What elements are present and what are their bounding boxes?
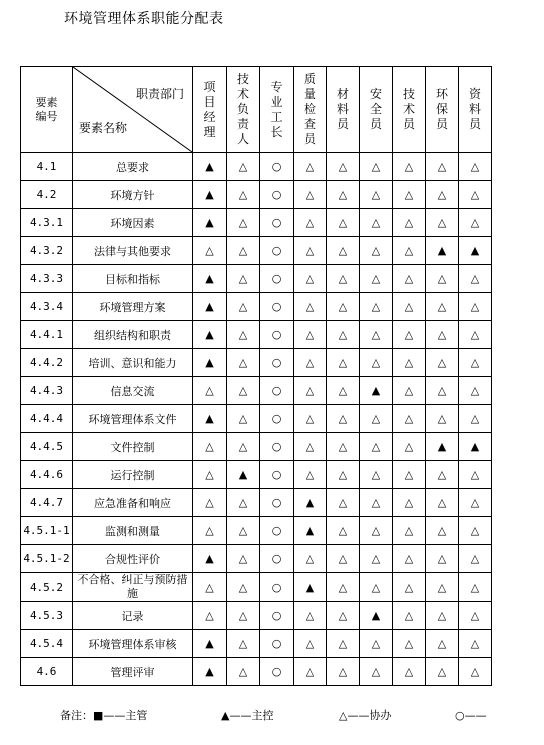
role-mark: △ <box>294 630 327 658</box>
element-name: 环境管理方案 <box>73 293 193 321</box>
element-name: 管理评审 <box>73 658 193 686</box>
header-role-0 <box>193 67 227 153</box>
role-mark: △ <box>294 377 327 405</box>
element-name: 记录 <box>73 602 193 630</box>
role-mark: △ <box>426 181 459 209</box>
role-mark: △ <box>393 237 426 265</box>
role-mark: △ <box>360 461 393 489</box>
header-role-4 <box>327 67 360 153</box>
role-mark: ▲ <box>360 602 393 630</box>
table-row <box>21 658 492 686</box>
role-mark: △ <box>459 658 492 686</box>
role-mark: △ <box>327 265 360 293</box>
role-mark: ▲ <box>294 517 327 545</box>
role-mark: ▲ <box>193 321 227 349</box>
role-mark: △ <box>294 602 327 630</box>
role-mark: △ <box>393 489 426 517</box>
role-mark: △ <box>193 573 227 602</box>
role-mark: △ <box>327 573 360 602</box>
role-mark: ▲ <box>227 461 260 489</box>
table-row <box>21 209 492 237</box>
role-mark: △ <box>193 489 227 517</box>
header-role-7 <box>426 67 459 153</box>
role-mark: △ <box>426 630 459 658</box>
role-mark: △ <box>393 293 426 321</box>
element-name: 环境因素 <box>73 209 193 237</box>
role-mark: △ <box>360 658 393 686</box>
role-mark: △ <box>393 433 426 461</box>
role-mark: △ <box>459 181 492 209</box>
role-mark: △ <box>459 265 492 293</box>
header-code <box>21 67 73 153</box>
role-mark: △ <box>227 602 260 630</box>
role-mark: ○ <box>260 181 294 209</box>
role-mark: △ <box>227 405 260 433</box>
role-mark: △ <box>227 265 260 293</box>
role-mark: ▲ <box>459 433 492 461</box>
element-code: 4.5.1-2 <box>21 545 73 573</box>
role-mark: △ <box>360 349 393 377</box>
role-mark: ▲ <box>193 293 227 321</box>
element-name: 文件控制 <box>73 433 193 461</box>
header-role-label: 专业工长 <box>270 79 283 139</box>
element-code: 4.4.4 <box>21 405 73 433</box>
role-mark: ○ <box>260 658 294 686</box>
header-code-text: 要素 编号 <box>35 95 58 123</box>
role-mark: △ <box>393 265 426 293</box>
role-mark: △ <box>327 658 360 686</box>
role-mark: △ <box>459 489 492 517</box>
role-mark: △ <box>294 181 327 209</box>
table-row <box>21 545 492 573</box>
role-mark: ○ <box>260 237 294 265</box>
role-mark: △ <box>393 377 426 405</box>
role-mark: ○ <box>260 265 294 293</box>
element-name: 总要求 <box>73 153 193 181</box>
table-row <box>21 321 492 349</box>
role-mark: ○ <box>260 461 294 489</box>
role-mark: △ <box>294 545 327 573</box>
element-code: 4.5.2 <box>21 573 73 602</box>
role-mark: ○ <box>260 630 294 658</box>
role-mark: ▲ <box>193 405 227 433</box>
role-mark: △ <box>193 237 227 265</box>
role-mark: △ <box>459 461 492 489</box>
role-mark: △ <box>227 321 260 349</box>
table-row <box>21 349 492 377</box>
role-mark: △ <box>459 209 492 237</box>
header-role-1 <box>227 67 260 153</box>
role-mark: △ <box>327 181 360 209</box>
role-mark: △ <box>294 433 327 461</box>
role-mark: △ <box>360 237 393 265</box>
role-mark: ▲ <box>294 573 327 602</box>
role-mark: △ <box>393 658 426 686</box>
role-mark: △ <box>459 377 492 405</box>
role-mark: ○ <box>260 433 294 461</box>
role-mark: ▲ <box>193 153 227 181</box>
role-mark: △ <box>426 573 459 602</box>
diagonal-line <box>73 67 192 152</box>
role-mark: ▲ <box>426 237 459 265</box>
element-code: 4.5.3 <box>21 602 73 630</box>
table-row <box>21 517 492 545</box>
role-mark: △ <box>393 321 426 349</box>
element-code: 4.2 <box>21 181 73 209</box>
legend-note <box>60 707 530 723</box>
role-mark: ○ <box>260 489 294 517</box>
role-mark: △ <box>360 181 393 209</box>
element-code: 4.5.4 <box>21 630 73 658</box>
table-row <box>21 461 492 489</box>
element-name: 培训、意识和能力 <box>73 349 193 377</box>
legend-item-control: ▲——主控 <box>221 709 274 722</box>
role-mark: △ <box>360 405 393 433</box>
role-mark: ○ <box>260 349 294 377</box>
role-mark: △ <box>227 349 260 377</box>
role-mark: △ <box>227 209 260 237</box>
element-code: 4.3.4 <box>21 293 73 321</box>
table-row <box>21 573 492 602</box>
header-role-label: 技术员 <box>403 87 416 131</box>
role-mark: △ <box>360 545 393 573</box>
role-mark: ▲ <box>426 433 459 461</box>
table-row <box>21 293 492 321</box>
element-name: 法律与其他要求 <box>73 237 193 265</box>
role-mark: △ <box>360 489 393 517</box>
element-code: 4.4.3 <box>21 377 73 405</box>
table-row <box>21 377 492 405</box>
role-mark: △ <box>459 517 492 545</box>
table-row <box>21 489 492 517</box>
role-mark: △ <box>227 489 260 517</box>
role-mark: ○ <box>260 209 294 237</box>
role-mark: △ <box>426 321 459 349</box>
role-mark: △ <box>227 237 260 265</box>
header-role-3 <box>294 67 327 153</box>
role-mark: △ <box>193 377 227 405</box>
legend-item-assist: △——协办 <box>339 709 392 722</box>
role-mark: △ <box>393 181 426 209</box>
role-mark: ▲ <box>360 377 393 405</box>
role-mark: △ <box>393 349 426 377</box>
role-mark: △ <box>294 349 327 377</box>
role-mark: △ <box>360 265 393 293</box>
header-role-label: 质量检查员 <box>304 72 317 146</box>
table-row <box>21 405 492 433</box>
role-mark: △ <box>426 517 459 545</box>
role-mark: △ <box>193 517 227 545</box>
role-mark: △ <box>327 405 360 433</box>
element-code: 4.4.5 <box>21 433 73 461</box>
role-mark: ○ <box>260 405 294 433</box>
table-row <box>21 630 492 658</box>
header-role-8 <box>459 67 492 153</box>
role-mark: △ <box>459 405 492 433</box>
element-name: 环境管理体系文件 <box>73 405 193 433</box>
role-mark: △ <box>227 630 260 658</box>
legend-item-main: ■——主管 <box>93 709 148 722</box>
role-mark: ○ <box>260 293 294 321</box>
role-mark: △ <box>393 153 426 181</box>
element-code: 4.3.1 <box>21 209 73 237</box>
role-mark: ▲ <box>193 630 227 658</box>
role-mark: △ <box>459 630 492 658</box>
role-mark: △ <box>426 545 459 573</box>
role-mark: △ <box>327 377 360 405</box>
role-mark: △ <box>426 209 459 237</box>
element-code: 4.1 <box>21 153 73 181</box>
role-mark: △ <box>327 433 360 461</box>
role-mark: △ <box>360 321 393 349</box>
element-code: 4.6 <box>21 658 73 686</box>
role-mark: △ <box>294 293 327 321</box>
role-mark: △ <box>426 602 459 630</box>
role-mark: △ <box>227 153 260 181</box>
element-code: 4.4.6 <box>21 461 73 489</box>
role-mark: △ <box>426 293 459 321</box>
header-role-2 <box>260 67 294 153</box>
role-mark: △ <box>193 433 227 461</box>
role-mark: △ <box>459 573 492 602</box>
role-mark: △ <box>360 573 393 602</box>
role-mark: ○ <box>260 545 294 573</box>
role-mark: △ <box>459 349 492 377</box>
header-role-label: 安全员 <box>370 87 383 131</box>
role-mark: △ <box>227 517 260 545</box>
role-mark: △ <box>193 602 227 630</box>
header-role-label: 项目经理 <box>203 79 216 139</box>
element-name: 运行控制 <box>73 461 193 489</box>
role-mark: △ <box>426 153 459 181</box>
role-mark: ▲ <box>294 489 327 517</box>
role-mark: △ <box>327 153 360 181</box>
role-mark: △ <box>393 517 426 545</box>
role-mark: △ <box>327 545 360 573</box>
role-mark: ▲ <box>193 209 227 237</box>
element-code: 4.5.1-1 <box>21 517 73 545</box>
legend-prefix: 备注： <box>60 709 93 722</box>
page-title: 环境管理体系职能分配表 <box>64 11 224 27</box>
role-mark: △ <box>327 461 360 489</box>
role-mark: ▲ <box>193 181 227 209</box>
role-mark: △ <box>193 461 227 489</box>
role-mark: △ <box>294 265 327 293</box>
header-diagonal <box>73 67 193 153</box>
role-mark: △ <box>360 209 393 237</box>
role-mark: △ <box>294 405 327 433</box>
element-name: 合规性评价 <box>73 545 193 573</box>
role-mark: △ <box>294 153 327 181</box>
role-mark: ○ <box>260 377 294 405</box>
role-mark: △ <box>360 517 393 545</box>
role-mark: △ <box>360 293 393 321</box>
role-mark: △ <box>294 209 327 237</box>
header-role-label: 材料员 <box>337 87 350 131</box>
role-mark: △ <box>426 489 459 517</box>
element-name: 不合格、纠正与预防措施 <box>73 573 193 602</box>
element-name: 组织结构和职责 <box>73 321 193 349</box>
role-mark: △ <box>426 405 459 433</box>
element-code: 4.3.2 <box>21 237 73 265</box>
role-mark: △ <box>227 573 260 602</box>
role-mark: △ <box>426 349 459 377</box>
element-name: 监测和测量 <box>73 517 193 545</box>
element-name: 信息交流 <box>73 377 193 405</box>
role-mark: △ <box>459 545 492 573</box>
role-mark: △ <box>227 658 260 686</box>
role-mark: △ <box>426 265 459 293</box>
role-mark: △ <box>294 237 327 265</box>
role-mark: △ <box>227 293 260 321</box>
role-mark: △ <box>360 433 393 461</box>
role-mark: △ <box>327 321 360 349</box>
table-row <box>21 237 492 265</box>
role-mark: △ <box>426 658 459 686</box>
element-code: 4.3.3 <box>21 265 73 293</box>
role-mark: ▲ <box>193 658 227 686</box>
header-role-5 <box>360 67 393 153</box>
element-code: 4.4.2 <box>21 349 73 377</box>
table-body <box>21 153 492 686</box>
role-mark: △ <box>327 602 360 630</box>
role-mark: △ <box>327 209 360 237</box>
role-mark: △ <box>294 461 327 489</box>
role-mark: ○ <box>260 321 294 349</box>
role-mark: △ <box>459 321 492 349</box>
role-mark: △ <box>327 349 360 377</box>
role-mark: △ <box>393 630 426 658</box>
role-mark: △ <box>327 517 360 545</box>
role-mark: △ <box>459 153 492 181</box>
element-name: 应急准备和响应 <box>73 489 193 517</box>
element-code: 4.4.7 <box>21 489 73 517</box>
role-mark: ▲ <box>193 265 227 293</box>
role-mark: ○ <box>260 602 294 630</box>
role-mark: △ <box>459 293 492 321</box>
role-mark: △ <box>393 573 426 602</box>
header-role-6 <box>393 67 426 153</box>
role-mark: ▲ <box>459 237 492 265</box>
role-mark: △ <box>327 630 360 658</box>
table-row <box>21 602 492 630</box>
element-code: 4.4.1 <box>21 321 73 349</box>
table-row <box>21 181 492 209</box>
role-mark: △ <box>393 602 426 630</box>
role-mark: △ <box>327 237 360 265</box>
table-row <box>21 433 492 461</box>
role-mark: △ <box>327 293 360 321</box>
role-mark: △ <box>459 602 492 630</box>
role-mark: △ <box>426 461 459 489</box>
role-mark: ○ <box>260 153 294 181</box>
role-mark: △ <box>393 461 426 489</box>
role-mark: ○ <box>260 517 294 545</box>
role-mark: ○ <box>260 573 294 602</box>
element-name: 目标和指标 <box>73 265 193 293</box>
role-mark: △ <box>227 545 260 573</box>
role-mark: △ <box>227 181 260 209</box>
function-allocation-table <box>20 66 492 686</box>
role-mark: △ <box>294 321 327 349</box>
role-mark: △ <box>393 545 426 573</box>
role-mark: △ <box>227 433 260 461</box>
role-mark: △ <box>393 209 426 237</box>
role-mark: ▲ <box>193 545 227 573</box>
role-mark: △ <box>426 377 459 405</box>
header-role-label: 技术负责人 <box>237 72 250 146</box>
role-mark: △ <box>360 630 393 658</box>
header-name-label: 要素名称 <box>79 121 128 135</box>
table-row <box>21 265 492 293</box>
role-mark: △ <box>227 377 260 405</box>
role-mark: △ <box>360 153 393 181</box>
legend-item-circle: ○—— <box>455 709 487 722</box>
header-role-label: 资料员 <box>469 87 482 131</box>
header-dept-label: 职责部门 <box>135 87 184 101</box>
header-role-label: 环保员 <box>436 87 449 131</box>
role-mark: △ <box>393 405 426 433</box>
role-mark: ▲ <box>193 349 227 377</box>
element-name: 环境方针 <box>73 181 193 209</box>
role-mark: △ <box>327 489 360 517</box>
role-mark: △ <box>294 658 327 686</box>
element-name: 环境管理体系审核 <box>73 630 193 658</box>
table-row <box>21 153 492 181</box>
